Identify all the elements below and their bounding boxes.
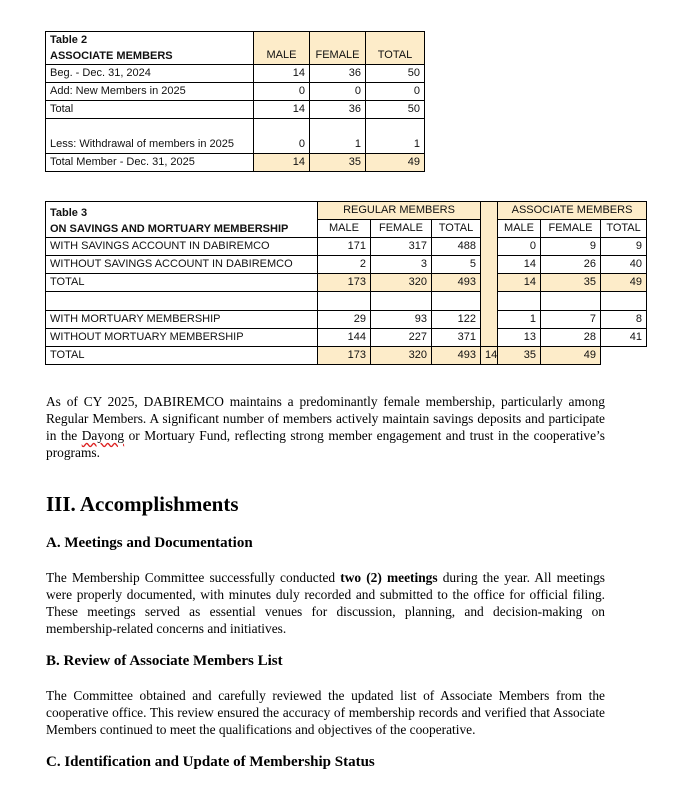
blank-cell	[541, 292, 601, 311]
cell-assoc-male: 14	[481, 347, 498, 365]
table-row	[46, 311, 647, 329]
row-label: WITH MORTUARY MEMBERSHIP	[46, 311, 318, 329]
cell-total: 49	[366, 154, 425, 172]
cell-male: 14	[254, 65, 310, 83]
cell-reg-total: 5	[432, 256, 481, 274]
row-label: Total	[46, 101, 254, 119]
cell-reg-female: 317	[371, 238, 432, 256]
cell-assoc-female: 28	[541, 329, 601, 347]
cell-male: 14	[254, 154, 310, 172]
subsection-heading-a: A. Meetings and Documentation	[46, 535, 253, 551]
blank-cell	[371, 292, 432, 311]
column-header-female: FEMALE	[541, 220, 601, 238]
column-header-male: MALE	[318, 220, 371, 238]
cell-reg-total: 493	[432, 347, 481, 365]
table-row-total	[46, 154, 425, 172]
row-label: TOTAL	[46, 274, 318, 292]
row-label: WITHOUT SAVINGS ACCOUNT IN DABIREMCO	[46, 256, 318, 274]
row-label: WITH SAVINGS ACCOUNT IN DABIREMCO	[46, 238, 318, 256]
cell-reg-male: 144	[318, 329, 371, 347]
cell-assoc-female: 7	[541, 311, 601, 329]
table-row	[46, 256, 647, 274]
cell-assoc-total: 8	[601, 311, 647, 329]
cell-total: 0	[366, 83, 425, 101]
cell-reg-female: 320	[371, 347, 432, 365]
section-heading: III. Accomplishments	[46, 492, 239, 516]
cell-total: 50	[366, 65, 425, 83]
table-row	[46, 65, 425, 83]
column-header-male: MALE	[254, 32, 310, 65]
table-associate-members	[45, 31, 425, 172]
cell-assoc-male: 13	[498, 329, 541, 347]
cell-assoc-male: 14	[498, 256, 541, 274]
cell-male: 14	[254, 101, 310, 119]
blank-cell	[498, 292, 541, 311]
cell-assoc-female: 26	[541, 256, 601, 274]
table-row	[46, 83, 425, 101]
cell-male: 0	[254, 83, 310, 101]
table-title: Table 2	[50, 34, 88, 46]
blank-cell	[432, 292, 481, 311]
cell-female: 36	[310, 65, 366, 83]
cell-reg-male: 173	[318, 274, 371, 292]
column-header-male: MALE	[498, 220, 541, 238]
column-header-total: TOTAL	[366, 32, 425, 65]
cell-reg-female: 3	[371, 256, 432, 274]
cell-total: 1	[366, 119, 425, 154]
table-row	[46, 119, 425, 154]
table-row-total	[46, 274, 647, 292]
cell-female: 1	[310, 119, 366, 154]
blank-cell	[601, 292, 647, 311]
column-header-total: TOTAL	[432, 220, 481, 238]
cell-reg-total: 493	[432, 274, 481, 292]
cell-assoc-female: 35	[498, 347, 541, 365]
subsection-heading-c: C. Identification and Update of Membership Status	[46, 754, 375, 770]
row-label: TOTAL	[46, 347, 318, 365]
column-header-female: FEMALE	[371, 220, 432, 238]
cell-assoc-female: 35	[541, 274, 601, 292]
subsection-a-paragraph	[46, 569, 605, 637]
subsection-b-paragraph: The Committee obtained and carefully reviewed the updated list of Associate Members from the cooperative office. This review ensured the accuracy of membership records and verified that Associate Members continued to meet the qualifications and objectives of the cooperative.	[46, 688, 605, 737]
group-header-associate: ASSOCIATE MEMBERS	[498, 202, 647, 220]
cell-female: 36	[310, 101, 366, 119]
row-label: WITHOUT MORTUARY MEMBERSHIP	[46, 329, 318, 347]
cell-reg-total: 488	[432, 238, 481, 256]
table-header-row	[46, 202, 647, 220]
cell-reg-male: 171	[318, 238, 371, 256]
summary-text-before: As of CY 2025, DABIREMCO maintains a predominantly female membership, particularly among Regular Members. A significant number of members actively maintain savings deposits and participate in the	[46, 394, 605, 443]
paragraph-bold-text: two (2) meetings	[340, 570, 438, 585]
cell-reg-female: 320	[371, 274, 432, 292]
spellcheck-flagged-word[interactable]: Dayong	[81, 428, 125, 443]
paragraph-text: during the year. All meetings were properly documented, with minutes duly recorded and submitted to the office for official filing. These meetings served as essential venues for discussion, planning, and decision-making on membership-related concerns and initiatives.	[46, 570, 605, 636]
table-row	[46, 329, 647, 347]
row-label: Beg. - Dec. 31, 2024	[46, 65, 254, 83]
table-title-cell	[46, 32, 254, 65]
table-savings-mortuary	[45, 201, 647, 365]
cell-assoc-total: 9	[601, 238, 647, 256]
table-title-cell	[46, 202, 318, 238]
cell-reg-male: 2	[318, 256, 371, 274]
summary-text-after: or Mortuary Fund, reflecting strong member engagement and trust in the cooperative’s programs.	[46, 428, 605, 460]
cell-reg-total: 122	[432, 311, 481, 329]
table-row-total	[46, 347, 647, 365]
row-label: Total Member - Dec. 31, 2025	[46, 154, 254, 172]
cell-assoc-male: 14	[498, 274, 541, 292]
cell-assoc-male: 1	[498, 311, 541, 329]
blank-cell	[46, 292, 318, 311]
paragraph-text: The Membership Committee successfully conducted	[46, 570, 341, 585]
cell-female: 35	[310, 154, 366, 172]
table-row	[46, 238, 647, 256]
table-spacer-row	[46, 292, 647, 311]
cell-reg-male: 173	[318, 347, 371, 365]
cell-assoc-total: 49	[601, 274, 647, 292]
cell-assoc-total: 49	[541, 347, 601, 365]
summary-paragraph	[46, 393, 605, 461]
table-row	[46, 101, 425, 119]
table-subtitle: ASSOCIATE MEMBERS	[50, 50, 173, 62]
cell-male: 0	[254, 119, 310, 154]
cell-assoc-total: 40	[601, 256, 647, 274]
table-subtitle: ON SAVINGS AND MORTUARY MEMBERSHIP	[50, 223, 289, 235]
column-header-female: FEMALE	[310, 32, 366, 65]
cell-reg-female: 93	[371, 311, 432, 329]
column-header-total: TOTAL	[601, 220, 647, 238]
cell-assoc-male: 0	[498, 238, 541, 256]
cell-reg-total: 371	[432, 329, 481, 347]
row-label: Add: New Members in 2025	[46, 83, 254, 101]
cell-total: 50	[366, 101, 425, 119]
cell-reg-male: 29	[318, 311, 371, 329]
row-label: Less: Withdrawal of members in 2025	[46, 119, 254, 154]
cell-female: 0	[310, 83, 366, 101]
blank-cell	[318, 292, 371, 311]
table-title: Table 3	[50, 207, 88, 219]
group-header-regular: REGULAR MEMBERS	[318, 202, 481, 220]
cell-assoc-female: 9	[541, 238, 601, 256]
spacer-column	[481, 202, 498, 347]
cell-assoc-total: 41	[601, 329, 647, 347]
subsection-heading-b: B. Review of Associate Members List	[46, 653, 283, 669]
cell-reg-female: 227	[371, 329, 432, 347]
table-header-row	[46, 32, 425, 65]
